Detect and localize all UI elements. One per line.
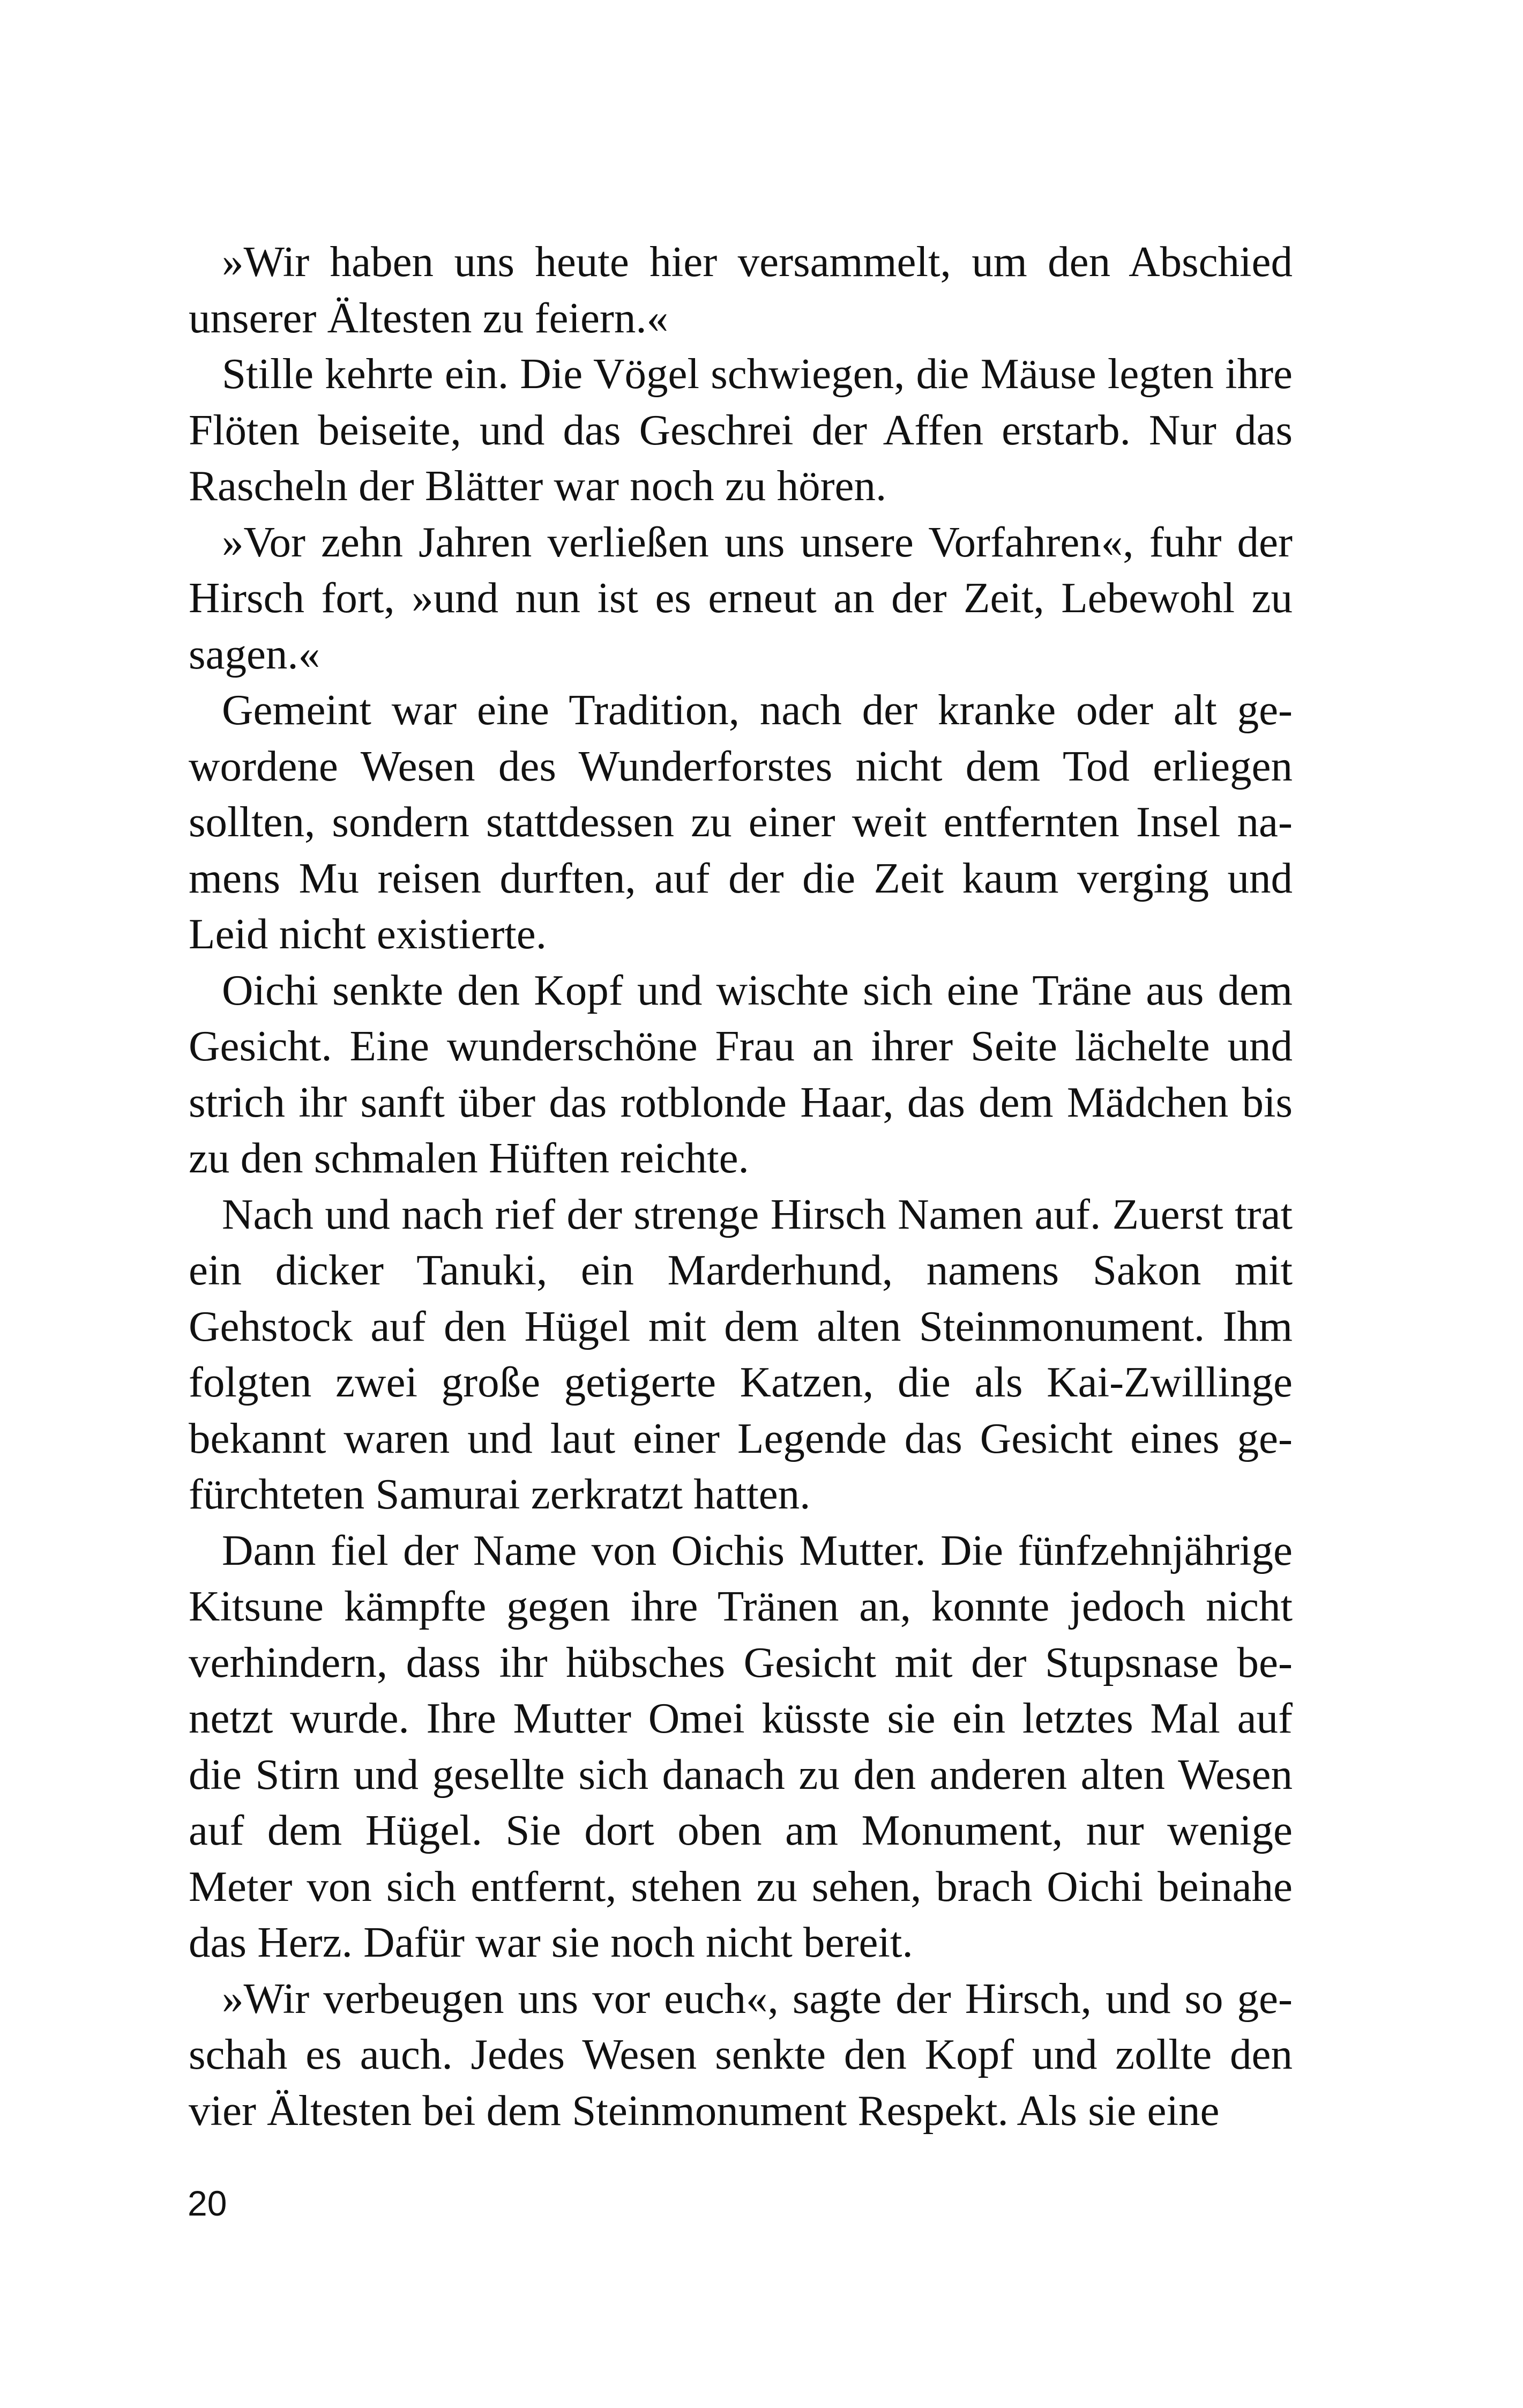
paragraph-6: Nach und nach rief der strenge Hirsch Namen auf. Zuerst trat ein dicker Tanuki, ein Marderhund, namens Sakon mit Gehstock auf den Hügel mit dem alten Steinmonument. Ihm folgten zwei große getigerte Katzen, die als Kai-Zwillinge bekannt waren und laut einer Legende das Gesicht eines gefürchteten Samurai zerkratzt hatten. <box>189 1190 1293 1518</box>
page-number: 20 <box>188 2183 227 2223</box>
paragraph-2: Stille kehrte ein. Die Vögel schwiegen, die Mäuse legten ihre Flöten beiseite, und das Geschrei der Affen erstarb. Nur das Rascheln der Blätter war noch zu hören. <box>189 350 1293 510</box>
paragraph-8: »Wir verbeugen uns vor euch«, sagte der Hirsch, und so geschah es auch. Jedes Wesen senkte den Kopf und zollte den vier Ältesten bei dem Steinmonument Respekt. Als sie eine <box>189 1974 1293 2135</box>
paragraph-5: Oichi senkte den Kopf und wischte sich eine Träne aus dem Gesicht. Eine wunderschöne Frau an ihrer Seite lächelte und strich ihr sanft über das rotblonde Haar, das dem Mädchen bis zu den schmalen Hüften reichte. <box>189 965 1293 1182</box>
paragraph-1: »Wir haben uns heute hier versammelt, um den Abschied unserer Ältesten zu feiern.« <box>189 237 1293 342</box>
paragraph-3: »Vor zehn Jahren verließen uns unsere Vorfahren«, fuhr der Hirsch fort, »und nun ist es erneut an der Zeit, Lebewohl zu sagen.« <box>189 517 1293 678</box>
paragraph-4: Gemeint war eine Tradition, nach der kranke oder alt gewordene Wesen des Wunderforstes nicht dem Tod erliegen sollten, sondern stattdessen zu einer weit entfernten Insel namens Mu reisen durften, auf der die Zeit kaum verging und Leid nicht existierte. <box>189 686 1293 958</box>
body-text <box>189 234 1293 2138</box>
paragraph-7: Dann fiel der Name von Oichis Mutter. Die fünfzehnjährige Kitsune kämpfte gegen ihre Tränen an, konnte jedoch nicht verhindern, dass ihr hübsches Gesicht mit der Stupsnase benetzt wurde. Ihre Mutter Omei küsste sie ein letztes Mal auf die Stirn und gesellte sich danach zu den anderen alten Wesen auf dem Hügel. Sie dort oben am Monument, nur wenige Meter von sich entfernt, stehen zu sehen, brach Oichi beinahe das Herz. Dafür war sie noch nicht bereit. <box>189 1526 1293 1966</box>
